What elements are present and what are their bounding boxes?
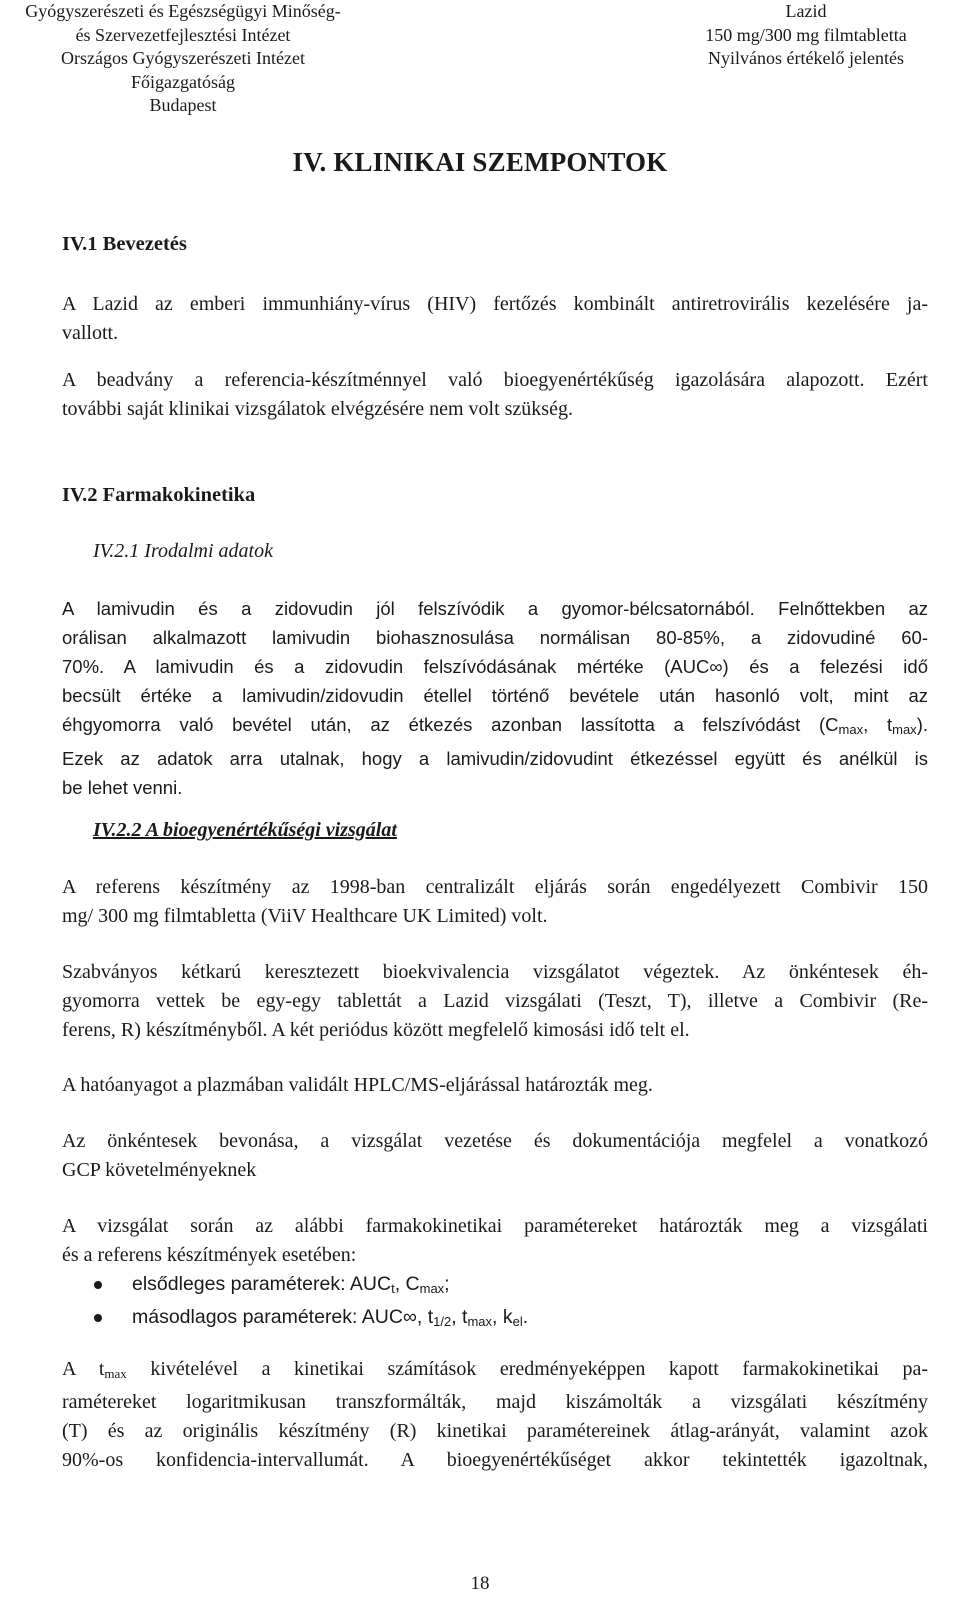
text-line: vallott. — [62, 322, 119, 344]
header-line: Főigazgatóság — [131, 71, 235, 92]
paragraph — [62, 290, 928, 348]
header-line: Gyógyszerészeti és Egészségügyi Minőség- — [25, 1, 341, 21]
text-line: (T) és az originális készítmény (R) kinetikai paramétereinek átlag-arányát, valamint azok — [62, 1420, 928, 1442]
bullet-icon — [94, 1314, 102, 1322]
paragraph — [62, 873, 928, 931]
bullet-icon — [94, 1281, 102, 1289]
text-line: A referens készítmény az 1998-ban centralizált eljárás során engedélyezett Combivir 150 — [62, 876, 928, 898]
list-item: elsődleges paraméterek: $AUC_t$, $C_{max}$; — [62, 1270, 528, 1303]
text-line: 70%. A lamivudin és a zidovudin felszívódásának mértéke (AUC∞) és a felezési idő — [62, 656, 928, 677]
header-institution — [2, 0, 364, 118]
text-line: A beadvány a referencia-készítménnyel való bioegyenértékűség igazolására alapozott. Ezért — [62, 369, 928, 391]
text-line: Ezek az adatok arra utalnak, hogy a lamivudin/zidovudint étkezéssel együtt és anélkül is — [62, 748, 928, 769]
text-line: A lamivudin és a zidovudin jól felszívódik a gyomor-bélcsatornából. Felnőttekben az — [62, 598, 928, 619]
text-line: Szabványos kétkarú keresztezett bioekvivalencia vizsgálatot végeztek. Az önkéntesek éh- — [62, 961, 928, 983]
paragraph — [62, 594, 928, 802]
page-title: IV. KLINIKAI SZEMPONTOK — [292, 147, 668, 177]
text-line: 90%-os konfidencia-intervallumát. A bioegyenértékűséget akkor tekintették igazoltnak, — [62, 1449, 928, 1471]
paragraph — [62, 366, 928, 424]
text-line: GCP követelményeknek — [62, 1159, 257, 1181]
page-number: 18 — [470, 1573, 490, 1594]
header-line: Nyilvános értékelő jelentés — [708, 48, 904, 68]
section-heading: IV.1 Bevezetés — [62, 233, 187, 255]
paragraph — [62, 1127, 928, 1185]
parameter-list — [62, 1270, 528, 1336]
text-line: éhgyomorra való bevétel után, az étkezés azonban lassította a felszívódást ($C_{max}$, $t_{max}$). — [62, 714, 928, 737]
text-line: becsült értéke a lamivudin/zidovudin étellel történő bevétele után hasonló volt, mint az — [62, 685, 928, 706]
header-line: 150 mg/300 mg filmtabletta — [705, 24, 907, 45]
text-line: Az önkéntesek bevonása, a vizsgálat vezetése és dokumentációja megfelel a vonatkozó — [62, 1130, 928, 1152]
text-line: és a referens készítmények esetében: — [62, 1244, 357, 1266]
list-item: másodlagos paraméterek: AUC∞, $t_{1/2}$, $t_{max}$, $k_{el}$. — [62, 1303, 528, 1336]
paragraph — [62, 958, 928, 1045]
text-line: be lehet venni. — [62, 777, 183, 798]
text-line: mg/ 300 mg filmtabletta (ViiV Healthcare UK Limited) volt. — [62, 905, 548, 927]
header-line: és Szervezetfejlesztési Intézet — [75, 24, 291, 45]
text-line: további saját klinikai vizsgálatok elvégzésére nem volt szükség. — [62, 398, 573, 420]
text-line: gyomorra vettek be egy-egy tablettát a Lazid vizsgálati (Teszt, T), illetve a Combivir (Re- — [62, 990, 928, 1012]
header-line: Budapest — [149, 95, 217, 115]
text-line: A vizsgálat során az alábbi farmakokinetikai paramétereket határozták meg a vizsgálati — [62, 1215, 928, 1237]
subsection-heading: IV.2.2 A bioegyenértékűségi vizsgálat — [93, 819, 397, 841]
section-heading: IV.2 Farmakokinetika — [62, 484, 256, 506]
text-line: A $t_{max}$ kivételével a kinetikai számítások eredményeképpen kapott farmakokinetikai pa- — [62, 1358, 928, 1381]
text-line: A Lazid az emberi immunhiány-vírus (HIV) fertőzés kombinált antiretrovirális kezelésére ja- — [62, 293, 928, 315]
subsection-heading: IV.2.1 Irodalmi adatok — [93, 540, 273, 562]
text-line: orálisan alkalmazott lamivudin biohasznosulása normálisan 80-85%, a zidovudiné 60- — [62, 627, 928, 648]
paragraph: A hatóanyagot a plazmában validált HPLC/MS-eljárással határozták meg. — [62, 1074, 653, 1096]
paragraph — [62, 1212, 928, 1270]
text-line: ramétereket logaritmikusan transzformálták, majd kiszámolták a vizsgálati készítmény — [62, 1391, 928, 1413]
header-line: Lazid — [785, 1, 827, 21]
text-line: ferens, R) készítményből. A két periódus között megfelelő kimosási idő telt el. — [62, 1019, 690, 1041]
paragraph — [62, 1355, 928, 1475]
header-product — [686, 0, 926, 71]
header-line: Országos Gyógyszerészeti Intézet — [61, 48, 305, 68]
